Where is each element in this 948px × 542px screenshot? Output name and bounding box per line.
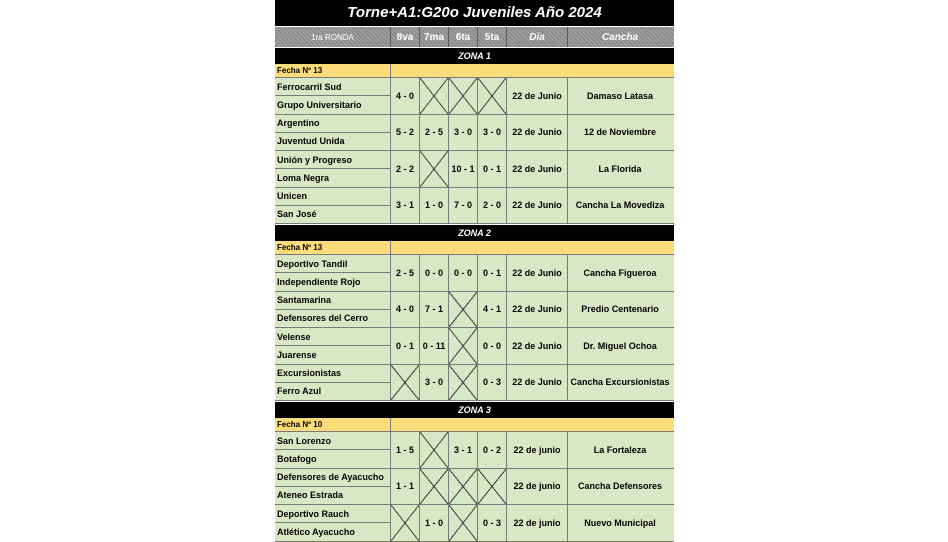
home-team: Unicen [275, 188, 390, 206]
teams-cell [275, 505, 391, 541]
match-venue: Cancha Figueroa [583, 267, 657, 278]
score-8va: 3 - 1 [391, 188, 420, 224]
score-5ta-not-played [478, 78, 507, 114]
match-date: 22 de Junio [507, 115, 568, 151]
match-row [275, 188, 674, 225]
header-ronda: 1ra RONDA [275, 27, 391, 47]
match-row [275, 255, 674, 292]
score-6ta-not-played [449, 328, 478, 364]
home-team: Defensores de Ayacucho [275, 469, 390, 487]
score-6ta-not-played [449, 505, 478, 541]
header-dia: Día [507, 27, 568, 47]
teams-cell [275, 365, 391, 401]
away-team: Botafogo [277, 453, 317, 464]
score-7ma: 0 - 11 [420, 328, 449, 364]
zone-header: ZONA 1 [275, 48, 674, 64]
home-team: Santamarina [275, 292, 390, 310]
fecha-row [275, 418, 674, 432]
sheet-title: Torne+A1:G20o Juveniles Año 2024 [275, 0, 674, 26]
score-7ma: 0 - 0 [420, 255, 449, 291]
header-7ma: 7ma [420, 27, 449, 47]
away-team: Ferro Azul [277, 386, 322, 397]
match-date: 22 de junio [507, 469, 568, 505]
teams-cell [275, 115, 391, 151]
score-6ta-not-played [449, 365, 478, 401]
match-date: 22 de junio [507, 505, 568, 541]
match-venue: 12 de Noviembre [583, 127, 657, 138]
home-team: Unión y Progreso [275, 151, 390, 169]
match-date: 22 de Junio [507, 328, 568, 364]
score-5ta: 0 - 3 [478, 505, 507, 541]
away-team: Loma Negra [277, 172, 330, 183]
score-7ma-not-played [420, 78, 449, 114]
header-5ta: 5ta [478, 27, 507, 47]
match-row [275, 469, 674, 506]
match-row [275, 432, 674, 469]
match-row [275, 151, 674, 188]
score-6ta-not-played [449, 292, 478, 328]
match-venue: La Fortaleza [593, 444, 647, 455]
home-team: Deportivo Rauch [275, 505, 390, 523]
match-venue: Cancha La Movediza [575, 200, 665, 211]
score-5ta: 4 - 1 [478, 292, 507, 328]
match-row [275, 115, 674, 152]
score-6ta-not-played [449, 78, 478, 114]
teams-cell [275, 255, 391, 291]
match-venue: Dr. Miguel Ochoa [583, 340, 657, 351]
teams-cell [275, 328, 391, 364]
score-5ta: 0 - 1 [478, 151, 507, 187]
score-5ta: 0 - 1 [478, 255, 507, 291]
score-6ta-not-played [449, 469, 478, 505]
fecha-row [275, 241, 674, 255]
table-header [275, 27, 674, 47]
score-5ta: 2 - 0 [478, 188, 507, 224]
fecha-label: Fecha Nº 13 [275, 241, 391, 254]
match-date: 22 de Junio [507, 255, 568, 291]
teams-cell [275, 78, 391, 114]
away-team: Atlético Ayacucho [277, 526, 355, 537]
score-8va: 1 - 1 [391, 469, 420, 505]
score-8va: 1 - 5 [391, 432, 420, 468]
header-cancha: Cancha [601, 31, 639, 43]
score-5ta: 0 - 3 [478, 365, 507, 401]
score-6ta: 7 - 0 [449, 188, 478, 224]
zone-header: ZONA 3 [275, 402, 674, 418]
score-5ta-not-played [478, 469, 507, 505]
home-team: Argentino [275, 115, 390, 133]
match-venue: La Florida [598, 163, 642, 174]
score-7ma-not-played [420, 151, 449, 187]
score-8va-not-played [391, 505, 420, 541]
zones-container [275, 48, 674, 542]
score-6ta: 0 - 0 [449, 255, 478, 291]
away-team: Ateneo Estrada [277, 490, 344, 501]
match-row [275, 328, 674, 365]
match-date: 22 de Junio [507, 151, 568, 187]
home-team: San Lorenzo [275, 432, 390, 450]
score-8va: 0 - 1 [391, 328, 420, 364]
score-8va: 4 - 0 [391, 78, 420, 114]
home-team: Deportivo Tandil [275, 255, 390, 273]
score-8va: 2 - 5 [391, 255, 420, 291]
score-6ta: 3 - 0 [449, 115, 478, 151]
match-venue: Damaso Latasa [586, 90, 654, 101]
teams-cell [275, 151, 391, 187]
match-row [275, 365, 674, 402]
away-team: San José [277, 209, 317, 220]
match-venue: Cancha Defensores [577, 481, 663, 492]
score-7ma: 2 - 5 [420, 115, 449, 151]
match-venue: Cancha Excursionistas [570, 377, 670, 388]
score-8va: 2 - 2 [391, 151, 420, 187]
away-team: Juventud Unida [277, 136, 345, 147]
fecha-label: Fecha Nº 13 [275, 64, 391, 77]
header-6ta: 6ta [449, 27, 478, 47]
away-team: Independiente Rojo [277, 276, 361, 287]
match-date: 22 de Junio [507, 365, 568, 401]
teams-cell [275, 188, 391, 224]
fecha-row [275, 64, 674, 78]
away-team: Defensores del Cerro [277, 313, 369, 324]
match-date: 22 de Junio [507, 292, 568, 328]
match-row [275, 78, 674, 115]
score-7ma: 7 - 1 [420, 292, 449, 328]
score-7ma: 1 - 0 [420, 505, 449, 541]
score-5ta: 3 - 0 [478, 115, 507, 151]
score-7ma-not-played [420, 432, 449, 468]
score-5ta: 0 - 0 [478, 328, 507, 364]
score-6ta: 10 - 1 [449, 151, 478, 187]
match-row [275, 505, 674, 542]
teams-cell [275, 292, 391, 328]
header-8va: 8va [391, 27, 420, 47]
match-date: 22 de junio [507, 432, 568, 468]
match-row [275, 292, 674, 329]
score-8va: 4 - 0 [391, 292, 420, 328]
home-team: Velense [275, 328, 390, 346]
zone-header: ZONA 2 [275, 225, 674, 241]
score-8va: 5 - 2 [391, 115, 420, 151]
home-team: Excursionistas [275, 365, 390, 383]
score-8va-not-played [391, 365, 420, 401]
score-7ma: 1 - 0 [420, 188, 449, 224]
score-6ta: 3 - 1 [449, 432, 478, 468]
home-team: Ferrocarril Sud [275, 78, 390, 96]
away-team: Grupo Universitario [277, 99, 362, 110]
fecha-label: Fecha Nº 10 [275, 418, 391, 431]
teams-cell [275, 432, 391, 468]
score-7ma: 3 - 0 [420, 365, 449, 401]
score-7ma-not-played [420, 469, 449, 505]
match-date: 22 de Junio [507, 188, 568, 224]
match-venue: Predio Centenario [581, 304, 659, 315]
teams-cell [275, 469, 391, 505]
match-date: 22 de Junio [507, 78, 568, 114]
match-venue: Nuevo Municipal [584, 517, 656, 528]
away-team: Juarense [277, 349, 317, 360]
fixture-sheet [275, 0, 674, 542]
score-5ta: 0 - 2 [478, 432, 507, 468]
